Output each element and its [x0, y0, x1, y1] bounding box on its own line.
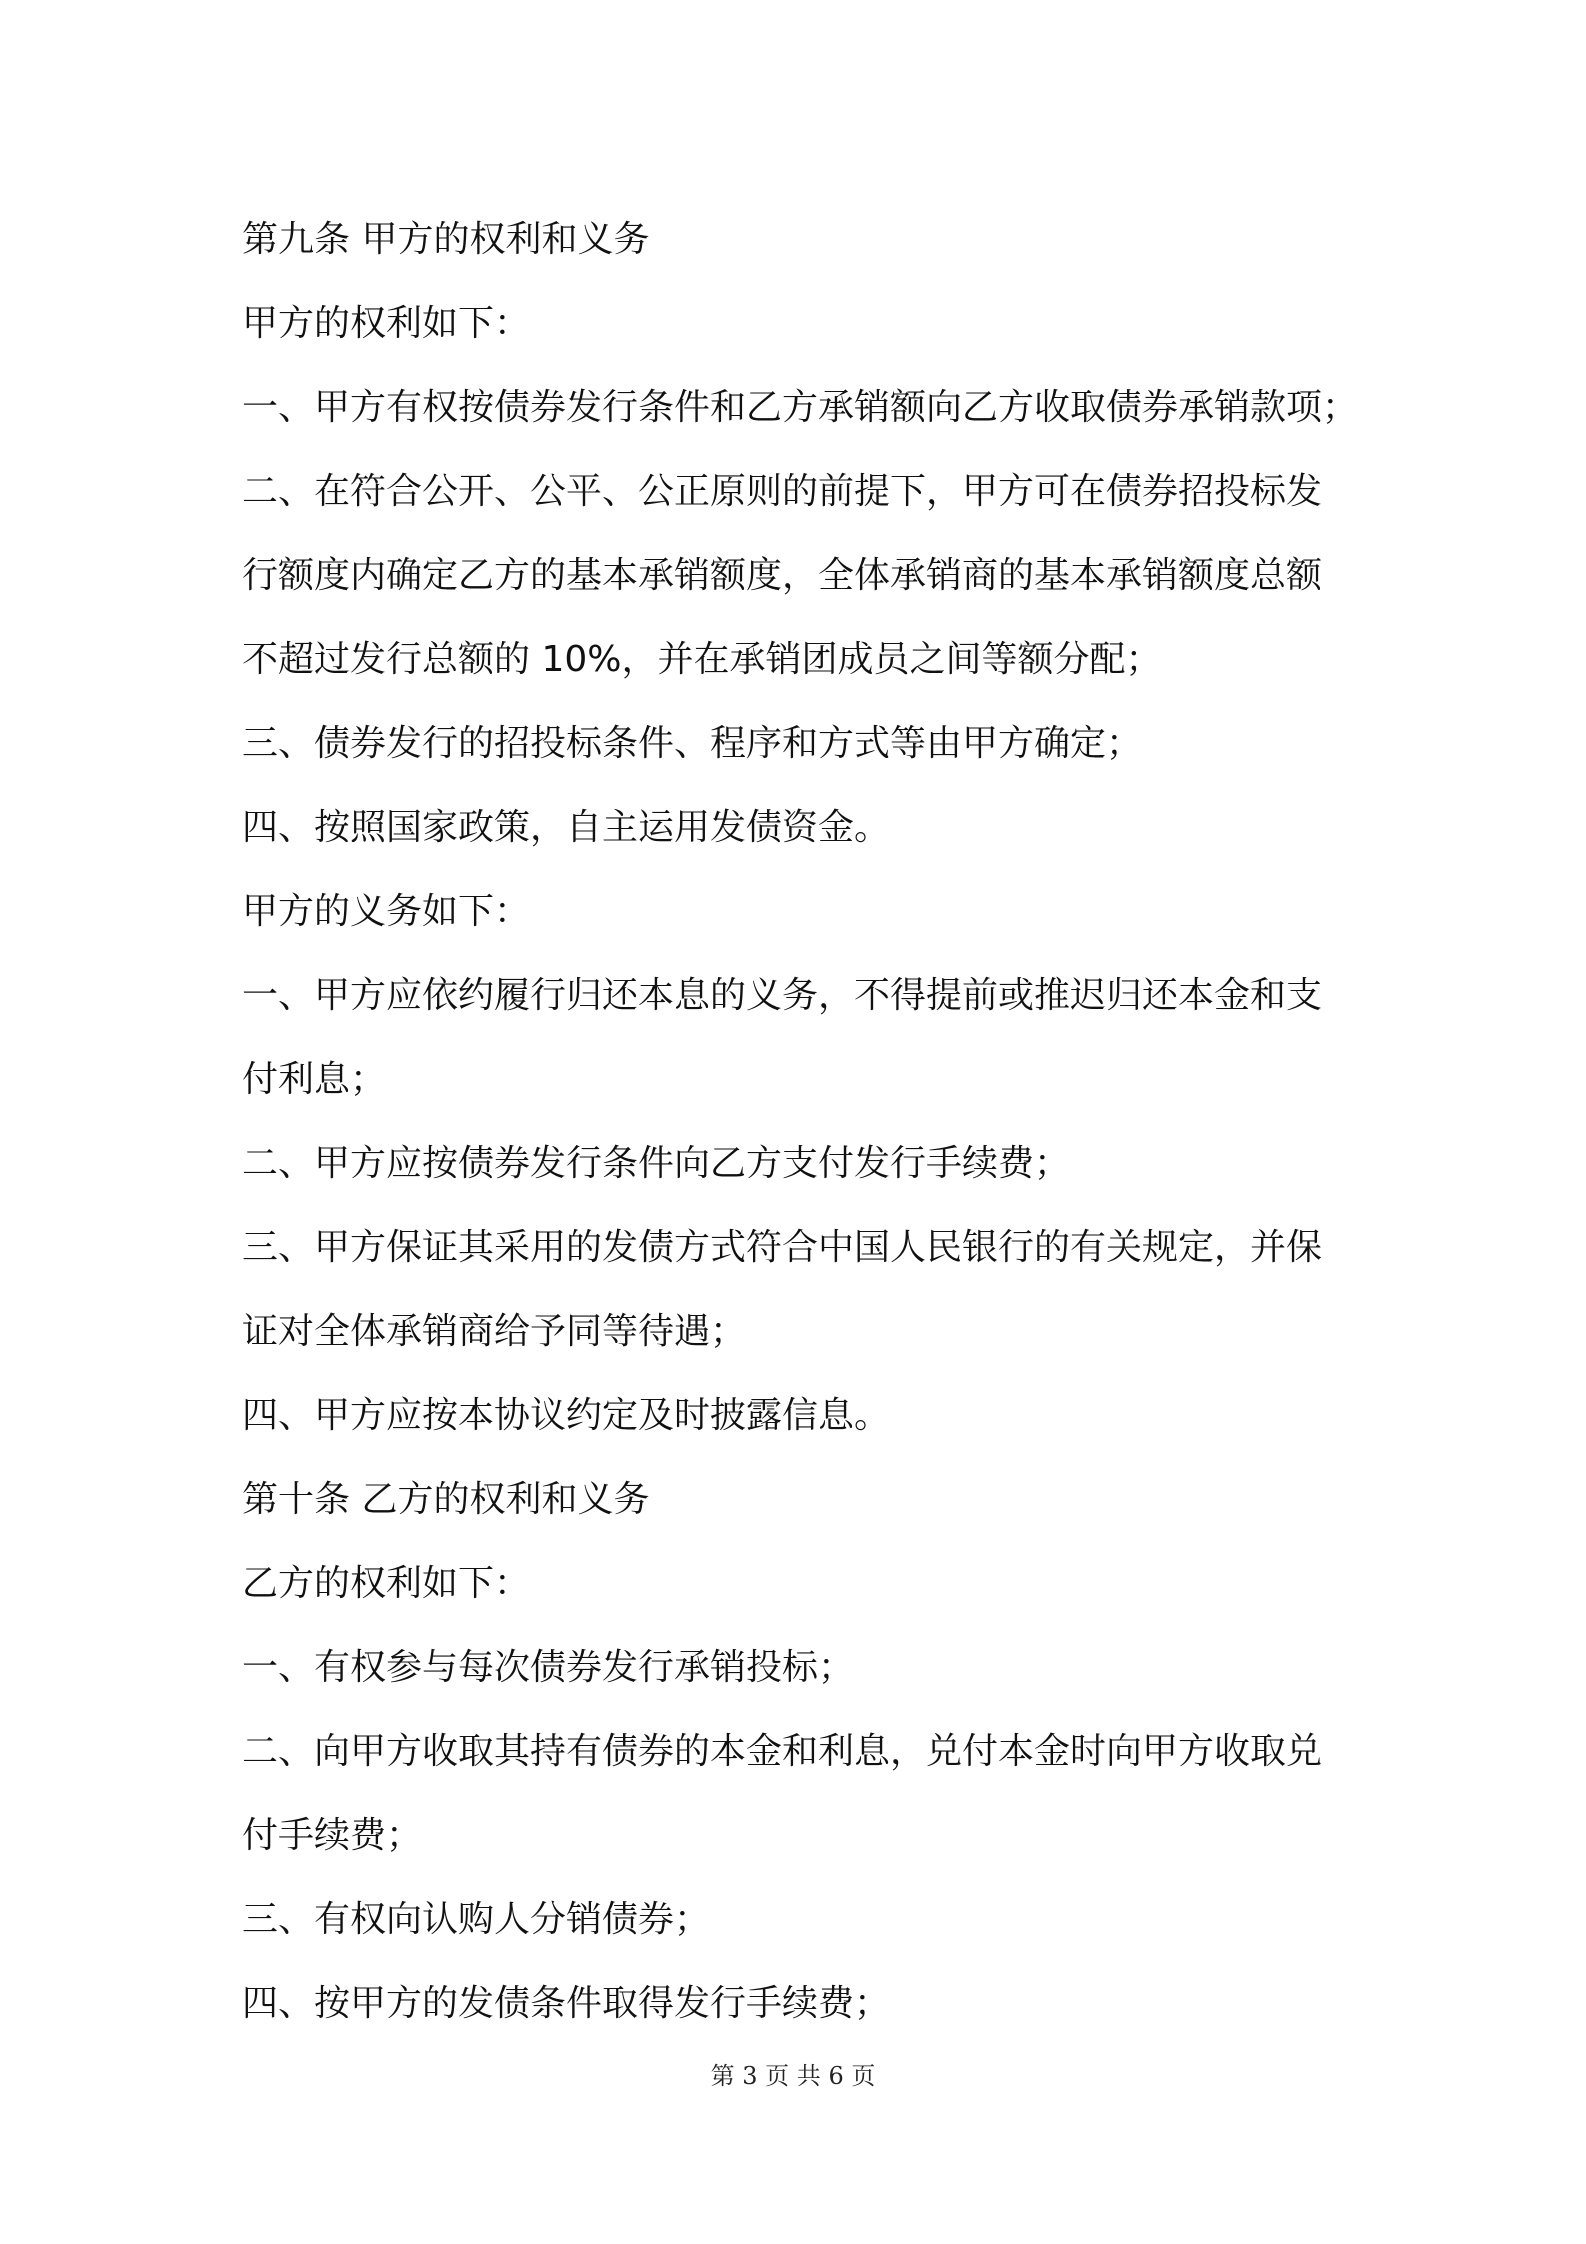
paragraph-line: 付利息；	[242, 1059, 387, 1100]
article-10-heading: 第十条 乙方的权利和义务	[242, 1479, 650, 1520]
paragraph-line: 四、按甲方的发债条件取得发行手续费；	[242, 1983, 891, 2024]
paragraph-line: 三、甲方保证其采用的发债方式符合中国人民银行的有关规定，并保	[242, 1227, 1323, 1268]
paragraph-line: 二、甲方应按债券发行条件向乙方支付发行手续费；	[242, 1143, 1071, 1184]
paragraph-line: 二、在符合公开、公平、公正原则的前提下，甲方可在债券招投标发	[242, 471, 1323, 512]
party-a-rights-heading: 甲方的权利如下：	[242, 303, 531, 344]
paragraph-line: 一、甲方有权按债券发行条件和乙方承销额向乙方收取债券承销款项；	[242, 387, 1359, 428]
party-a-obligations-heading: 甲方的义务如下：	[242, 891, 531, 932]
document-body	[242, 198, 1382, 2046]
party-b-rights-heading: 乙方的权利如下：	[242, 1563, 531, 1604]
paragraph-line: 一、甲方应依约履行归还本息的义务，不得提前或推迟归还本金和支	[242, 975, 1323, 1016]
article-9-heading: 第九条 甲方的权利和义务	[242, 219, 650, 260]
paragraph-line: 二、向甲方收取其持有债券的本金和利息，兑付本金时向甲方收取兑	[242, 1731, 1323, 1772]
paragraph-line: 四、按照国家政策，自主运用发债资金。	[242, 807, 891, 848]
paragraph-line: 三、债券发行的招投标条件、程序和方式等由甲方确定；	[242, 723, 1143, 764]
paragraph-line: 三、有权向认购人分销债券；	[242, 1899, 711, 1940]
paragraph-line: 证对全体承销商给予同等待遇；	[242, 1311, 747, 1352]
paragraph-line: 不超过发行总额的 10%，并在承销团成员之间等额分配；	[242, 639, 1162, 680]
page-number-footer: 第 3 页 共 6 页	[710, 2062, 876, 2090]
paragraph-line: 四、甲方应按本协议约定及时披露信息。	[242, 1395, 891, 1436]
paragraph-line: 付手续费；	[242, 1815, 423, 1856]
paragraph-line: 一、有权参与每次债券发行承销投标；	[242, 1647, 855, 1688]
paragraph-line: 行额度内确定乙方的基本承销额度，全体承销商的基本承销额度总额	[242, 555, 1323, 596]
